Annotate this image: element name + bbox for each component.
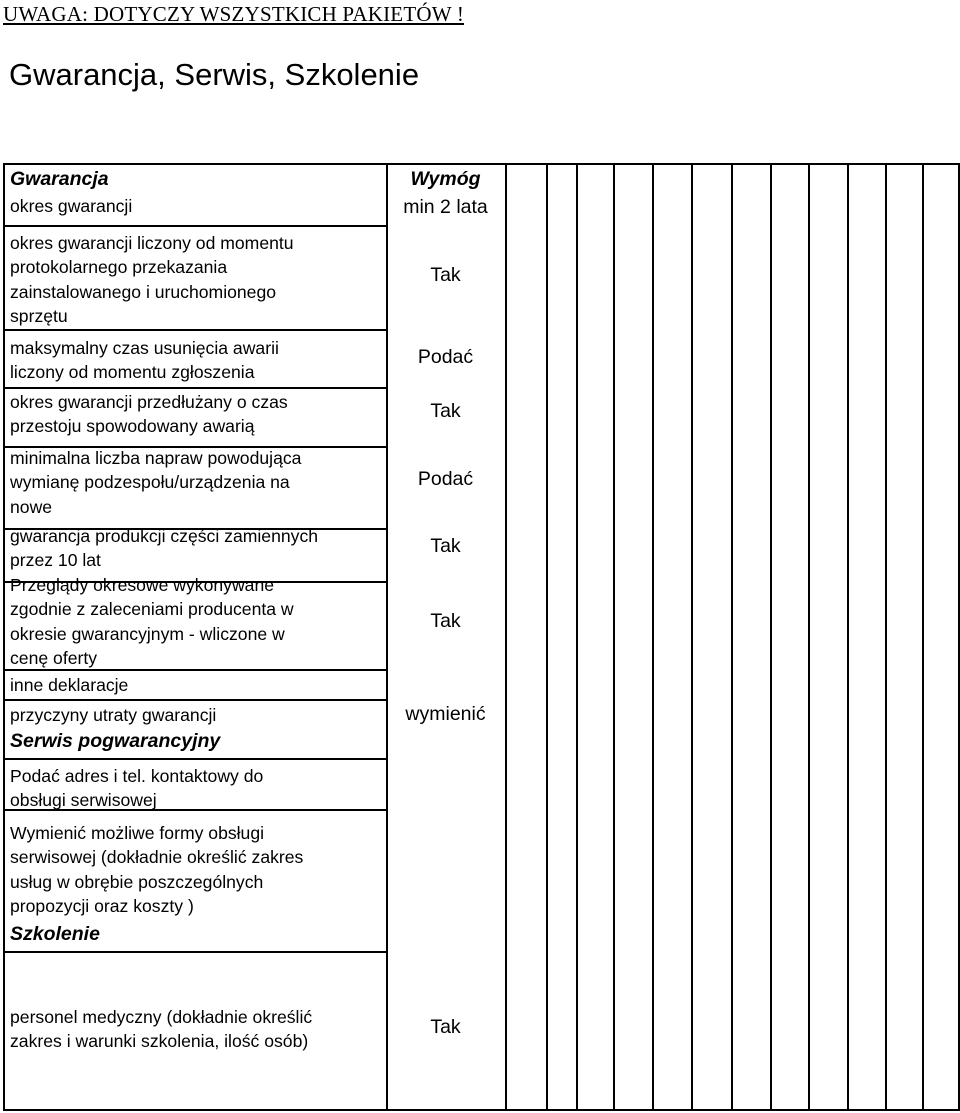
table-rule [3, 951, 388, 953]
table-row-value: Tak [430, 400, 461, 422]
table-row-value: wymienić [405, 703, 486, 725]
table-rule [3, 758, 388, 760]
label-line: zainstalowanego i uruchomionego [10, 281, 277, 302]
table-row-label [10, 336, 279, 385]
table-row-label [10, 524, 318, 573]
table-rule [3, 329, 388, 331]
table-column-divider [691, 163, 693, 1111]
table-row-value: Podać [417, 346, 474, 368]
label-line: nowe [10, 496, 53, 517]
requirement-column-header: Wymóg [410, 168, 481, 190]
label-line: cenę oferty [10, 648, 98, 669]
table-row-label: inne deklaracje [10, 675, 129, 695]
label-line: okres gwarancji liczony od momentu [10, 233, 294, 253]
table-row-value: Tak [430, 1016, 461, 1038]
label-line: Wymienić możliwe formy obsługi [10, 823, 265, 843]
table-rule [3, 225, 388, 227]
requirements-table [3, 163, 960, 1111]
table-column-divider [808, 163, 810, 1111]
section-heading-gwarancja: Gwarancja [10, 168, 109, 190]
table-column-divider [847, 163, 849, 1111]
label-line: usług w obrębie poszczególnych [10, 871, 264, 892]
label-line: wymianę podzespołu/urządzenia na [10, 472, 290, 493]
notice-heading: UWAGA: DOTYCZY WSZYSTKICH PAKIETÓW ! [3, 2, 465, 26]
table-row-label [10, 231, 294, 329]
label-line: minimalna liczba napraw powodująca [10, 448, 302, 468]
label-line: propozycji oraz koszty ) [10, 896, 194, 917]
table-column-divider [546, 163, 548, 1111]
table-border-left [3, 163, 5, 1111]
label-line: zgodnie z zaleceniami producenta w [10, 599, 294, 620]
table-row-value: Tak [430, 610, 461, 632]
label-line: okresie gwarancyjnym - wliczone w [10, 623, 285, 644]
table-row-label: przyczyny utraty gwarancji [10, 705, 217, 725]
table-column-divider [576, 163, 578, 1111]
table-row-value: Tak [430, 535, 461, 557]
table-column-divider [770, 163, 772, 1111]
table-row-value: Tak [430, 264, 461, 286]
table-column-divider [613, 163, 615, 1111]
table-border-bottom [3, 1109, 960, 1111]
label-line: liczony od momentu zgłoszenia [10, 362, 255, 383]
section-heading-serwis: Serwis pogwarancyjny [10, 730, 221, 752]
label-line: Podać adres i tel. kontaktowy do [10, 766, 264, 786]
table-row-label [10, 821, 303, 919]
table-rule [3, 699, 388, 701]
table-row-label [10, 390, 288, 439]
table-row-label [10, 764, 263, 813]
table-column-divider [505, 163, 507, 1111]
table-column-divider [731, 163, 733, 1111]
table-rule [3, 387, 388, 389]
section-heading-szkolenie: Szkolenie [10, 923, 100, 945]
table-row-value: min 2 lata [403, 196, 488, 218]
table-column-divider [922, 163, 924, 1111]
label-line: personel medyczny (dokładnie określić [10, 1007, 313, 1027]
label-line: protokolarnego przekazania [10, 257, 228, 278]
label-line: serwisowej (dokładnie określić zakres [10, 847, 304, 868]
table-column-divider [885, 163, 887, 1111]
label-line: obsługi serwisowej [10, 790, 157, 811]
label-line: sprzętu [10, 306, 68, 327]
table-column-divider [386, 163, 388, 1111]
table-row-label [10, 446, 301, 519]
table-border-top [3, 163, 960, 165]
table-row-label [10, 573, 294, 671]
label-line: Przeglądy okresowe wykonywane [10, 575, 275, 595]
label-line: przestoju spowodowany awarią [10, 416, 255, 437]
table-column-divider [652, 163, 654, 1111]
label-line: zakres i warunki szkolenia, ilość osób) [10, 1031, 309, 1052]
table-row-label [10, 1005, 312, 1054]
label-line: okres gwarancji przedłużany o czas [10, 392, 288, 412]
table-row-label: okres gwarancji [10, 196, 133, 216]
label-line: przez 10 lat [10, 550, 101, 571]
label-line: gwarancja produkcji części zamiennych [10, 526, 319, 546]
table-row-value: Podać [417, 468, 474, 490]
label-line: maksymalny czas usunięcia awarii [10, 338, 279, 358]
page-title: Gwarancja, Serwis, Szkolenie [9, 57, 420, 92]
